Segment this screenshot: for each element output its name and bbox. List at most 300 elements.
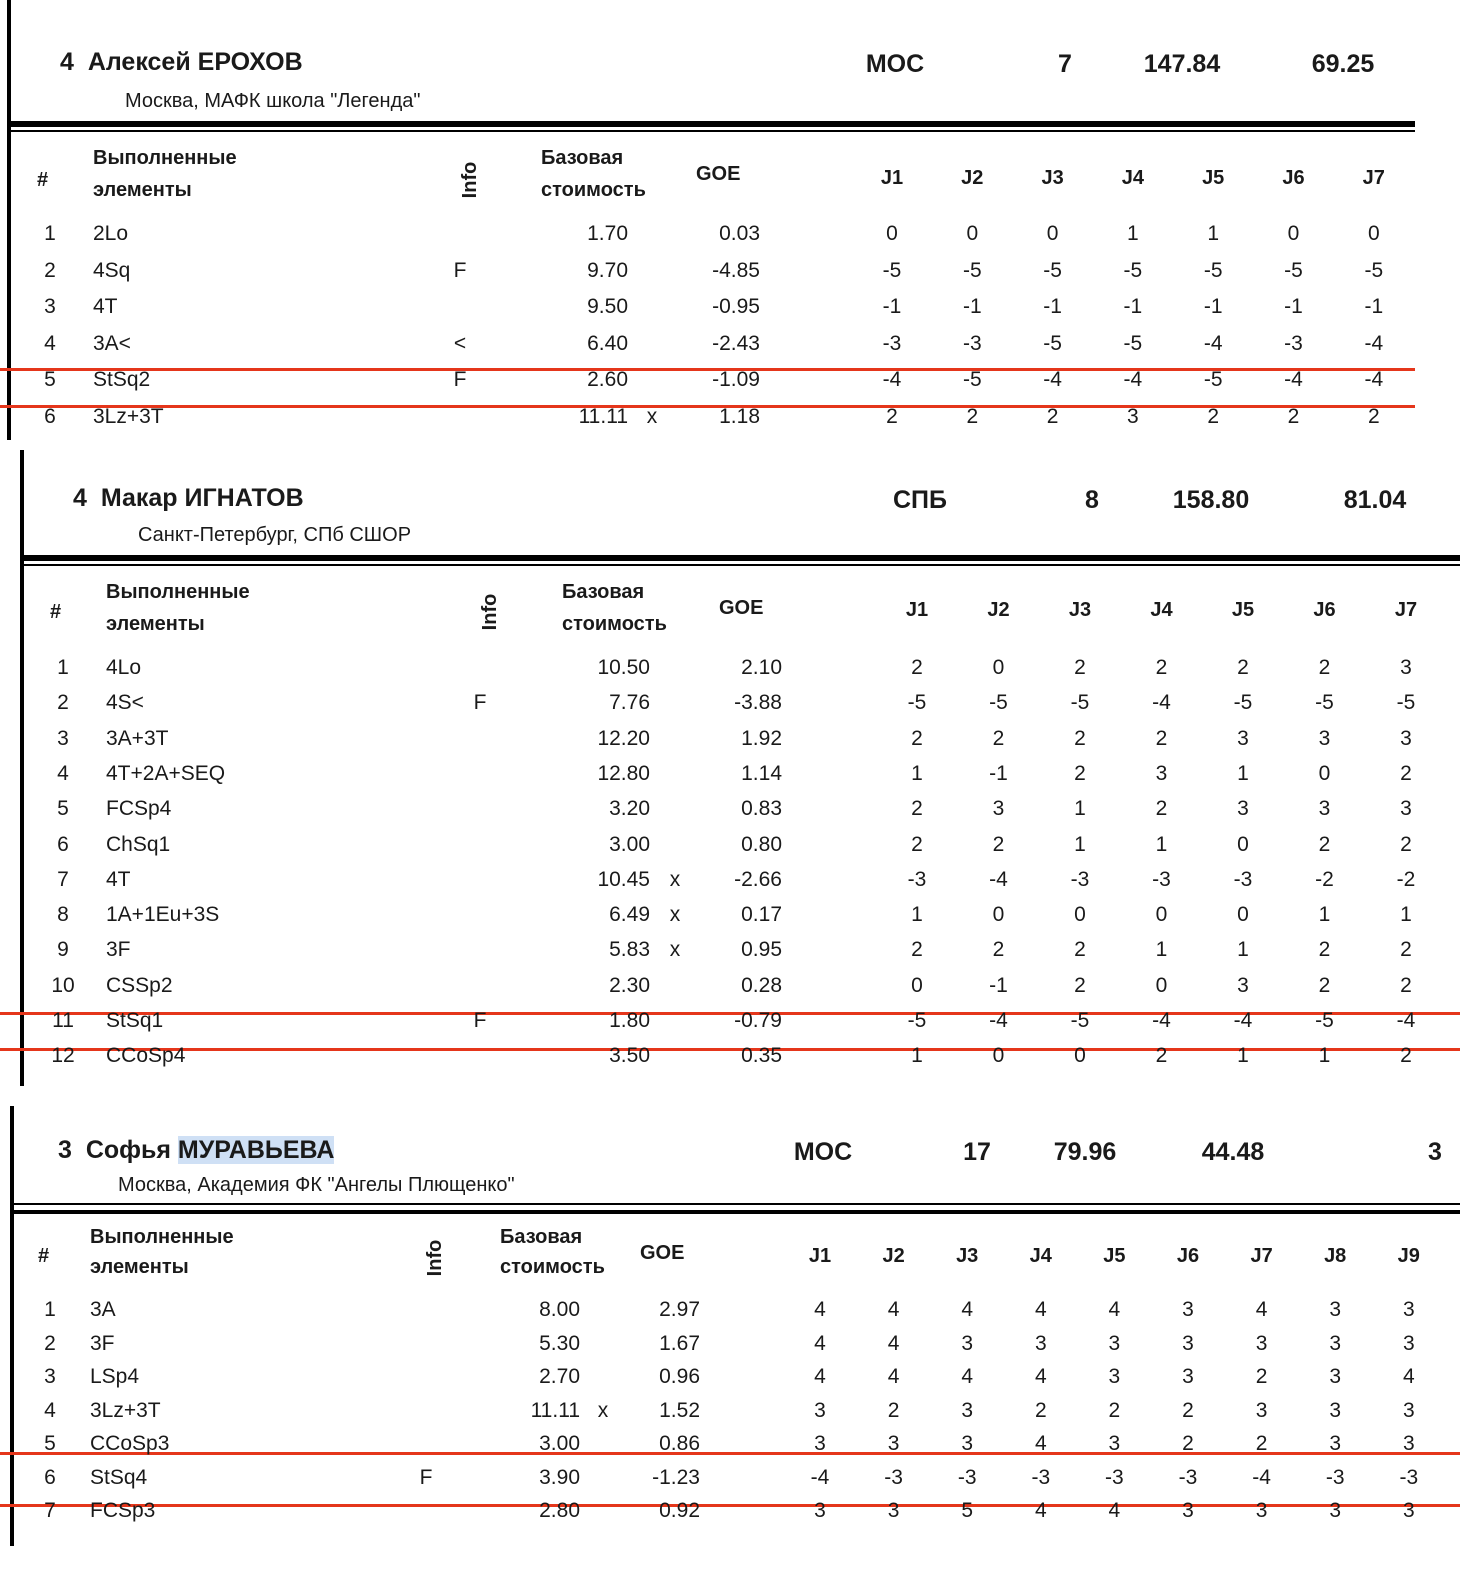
goe-value: 0.17 bbox=[741, 903, 782, 927]
judge-header-j1: J1 bbox=[808, 1245, 832, 1267]
base-value: 6.49 bbox=[609, 903, 650, 927]
row-number: 6 bbox=[44, 404, 56, 428]
skater-total-score: 147.84 bbox=[1143, 50, 1221, 78]
judge-score-j4: 1 bbox=[1155, 938, 1168, 962]
col-num-header: # bbox=[38, 1245, 50, 1267]
col-goe-header: GOE bbox=[696, 163, 741, 185]
skater-start-number: 7 bbox=[1058, 50, 1072, 78]
goe-value: 0.92 bbox=[659, 1499, 700, 1522]
skater-club: Москва, Академия ФК "Ангелы Плющенко" bbox=[118, 1174, 515, 1196]
header-divider bbox=[7, 121, 1415, 127]
row-number: 5 bbox=[44, 368, 56, 391]
judge-header-j2: J2 bbox=[961, 167, 984, 189]
element-code: CSSp2 bbox=[106, 973, 173, 997]
goe-value: 1.18 bbox=[719, 404, 760, 428]
judge-score-j7: -2 bbox=[1396, 867, 1416, 891]
skater-region: МОС bbox=[865, 50, 925, 78]
judge-score-j6: 2 bbox=[1318, 832, 1331, 856]
judge-score-j7: -4 bbox=[1252, 1465, 1271, 1489]
judge-score-j5: -3 bbox=[1233, 867, 1253, 891]
judge-score-j5: 3 bbox=[1237, 973, 1249, 997]
judge-score-j5: -5 bbox=[1203, 368, 1223, 391]
judge-score-j4: -4 bbox=[1123, 368, 1143, 391]
bonus-mark: x bbox=[646, 404, 658, 428]
element-code: 4S< bbox=[106, 691, 144, 715]
judge-score-j7: 3 bbox=[1255, 1331, 1268, 1355]
element-code: 3A bbox=[90, 1298, 116, 1321]
base-value: 11.11 bbox=[530, 1398, 580, 1422]
judge-score-j2: -4 bbox=[989, 1009, 1008, 1032]
judge-score-j2: 4 bbox=[887, 1298, 900, 1321]
judge-score-j5: 2 bbox=[1108, 1398, 1121, 1422]
table-row bbox=[0, 938, 1460, 974]
table-row bbox=[0, 222, 1460, 258]
judge-score-j7: 2 bbox=[1400, 761, 1412, 785]
row-number: 2 bbox=[44, 258, 56, 282]
judge-score-j1: 1 bbox=[911, 761, 923, 785]
judge-score-j6: 1 bbox=[1318, 903, 1331, 927]
judge-score-j9: -3 bbox=[1399, 1465, 1419, 1489]
row-number: 4 bbox=[57, 761, 69, 785]
table-row bbox=[0, 727, 1460, 763]
table-row bbox=[0, 1332, 1460, 1368]
judge-score-j3: 2 bbox=[1074, 761, 1086, 785]
table-row bbox=[0, 1466, 1460, 1502]
col-goe-header: GOE bbox=[640, 1242, 685, 1264]
judge-score-j2: -5 bbox=[962, 258, 982, 282]
header-divider bbox=[10, 1210, 1460, 1214]
judge-score-j5: 3 bbox=[1108, 1365, 1121, 1388]
goe-value: 1.92 bbox=[741, 726, 782, 750]
element-code: 3A< bbox=[93, 331, 131, 355]
judge-score-j4: -1 bbox=[1123, 295, 1143, 318]
table-row bbox=[0, 762, 1460, 798]
skater-start-number: 8 bbox=[1085, 486, 1099, 514]
base-value: 3.50 bbox=[609, 1044, 650, 1068]
judge-score-j3: 0 bbox=[1046, 222, 1059, 245]
judge-header-j6: J6 bbox=[1282, 167, 1305, 189]
col-elements-header-1: Выполненные bbox=[90, 1226, 234, 1248]
judge-score-j9: 3 bbox=[1402, 1398, 1415, 1422]
judge-score-j4: 4 bbox=[1034, 1499, 1047, 1522]
table-row bbox=[0, 1009, 1460, 1045]
skater-first-name: Алексей bbox=[87, 48, 191, 76]
skater-total-score: 79.96 bbox=[1053, 1138, 1117, 1166]
judge-score-j3: 3 bbox=[961, 1331, 974, 1355]
judge-score-j6: 2 bbox=[1318, 656, 1331, 679]
base-value: 3.90 bbox=[539, 1465, 580, 1489]
table-row bbox=[0, 368, 1460, 404]
judge-score-j6: 2 bbox=[1182, 1432, 1194, 1455]
base-value: 5.30 bbox=[539, 1331, 580, 1355]
judge-score-j4: -4 bbox=[1152, 691, 1171, 715]
judge-score-j4: 2 bbox=[1034, 1398, 1047, 1422]
judge-score-j3: -3 bbox=[957, 1465, 977, 1489]
judge-score-j9: 3 bbox=[1402, 1499, 1415, 1522]
judge-score-j5: 1 bbox=[1207, 222, 1220, 245]
table-row bbox=[0, 903, 1460, 939]
judge-score-j2: 0 bbox=[966, 222, 979, 245]
element-code: 4Sq bbox=[93, 258, 131, 282]
judge-score-j6: 3 bbox=[1318, 797, 1331, 821]
judge-score-j7: 3 bbox=[1255, 1398, 1268, 1422]
col-elements-header-1: Выполненные bbox=[106, 581, 250, 603]
judge-score-j2: 3 bbox=[992, 797, 1005, 821]
judge-score-j3: 0 bbox=[1074, 1044, 1086, 1068]
header-divider-thin bbox=[10, 1203, 1460, 1205]
table-row bbox=[0, 295, 1460, 331]
judge-score-j5: 3 bbox=[1108, 1432, 1121, 1455]
goe-value: -1.09 bbox=[712, 368, 760, 391]
judge-score-j7: 2 bbox=[1400, 973, 1412, 997]
goe-value: 2.97 bbox=[659, 1298, 700, 1321]
judge-score-j1: 2 bbox=[911, 938, 923, 962]
judge-score-j8: 3 bbox=[1329, 1432, 1342, 1455]
goe-value: -4.85 bbox=[712, 258, 760, 282]
element-code: 3F bbox=[106, 938, 131, 962]
judge-score-j5: 3 bbox=[1108, 1331, 1121, 1355]
col-goe-header: GOE bbox=[719, 597, 764, 619]
judge-score-j7: 3 bbox=[1255, 1499, 1268, 1522]
row-number: 7 bbox=[44, 1499, 56, 1522]
judge-score-j3: 3 bbox=[961, 1398, 974, 1422]
judge-score-j3: 2 bbox=[1074, 938, 1086, 962]
judge-score-j5: -4 bbox=[1203, 331, 1223, 355]
skater-start-number: 17 bbox=[963, 1138, 991, 1166]
judge-score-j2: 3 bbox=[887, 1499, 900, 1522]
goe-value: 0.03 bbox=[719, 222, 760, 245]
judge-score-j7: 3 bbox=[1400, 797, 1412, 821]
judge-score-j4: 0 bbox=[1155, 903, 1168, 927]
judge-score-j1: -5 bbox=[882, 258, 902, 282]
judge-score-j1: -4 bbox=[882, 368, 902, 391]
bonus-mark: x bbox=[597, 1398, 609, 1422]
judge-score-j3: -5 bbox=[1070, 1009, 1090, 1032]
element-code: CCoSp4 bbox=[106, 1044, 186, 1068]
judge-score-j4: 1 bbox=[1127, 222, 1139, 245]
row-number: 6 bbox=[44, 1465, 56, 1489]
base-value: 7.76 bbox=[609, 691, 650, 715]
judge-header-j8: J8 bbox=[1324, 1245, 1347, 1267]
judge-score-j6: 3 bbox=[1182, 1331, 1194, 1355]
judge-score-j6: -1 bbox=[1284, 295, 1303, 318]
skater-panel-3 bbox=[0, 1106, 1460, 1580]
row-number: 12 bbox=[51, 1044, 75, 1068]
judge-score-j6: -3 bbox=[1178, 1465, 1198, 1489]
judge-score-j5: 2 bbox=[1207, 404, 1220, 428]
goe-value: 2.10 bbox=[741, 656, 782, 679]
judge-score-j3: 1 bbox=[1074, 797, 1086, 821]
judge-score-j9: 3 bbox=[1402, 1298, 1415, 1321]
judge-score-j4: 2 bbox=[1155, 1044, 1168, 1068]
judge-score-j7: 3 bbox=[1400, 656, 1412, 679]
skater-rank: 4 bbox=[60, 48, 74, 76]
table-row bbox=[0, 691, 1460, 727]
judge-header-j6: J6 bbox=[1313, 599, 1336, 621]
table-row bbox=[0, 259, 1460, 295]
judge-score-j6: 2 bbox=[1182, 1398, 1194, 1422]
judge-score-j7: -5 bbox=[1364, 258, 1384, 282]
row-number: 5 bbox=[57, 797, 69, 821]
judge-score-j5: -3 bbox=[1105, 1465, 1124, 1489]
base-value: 3.00 bbox=[609, 832, 650, 856]
judge-score-j1: -3 bbox=[882, 331, 902, 355]
base-value: 9.50 bbox=[587, 295, 628, 318]
judge-score-j4: -5 bbox=[1123, 258, 1143, 282]
judge-score-j7: 3 bbox=[1400, 726, 1412, 750]
col-base-header-2: стоимость bbox=[500, 1256, 605, 1278]
skater-last-name[interactable]: МУРАВЬЕВА bbox=[177, 1136, 335, 1164]
judge-header-j7: J7 bbox=[1362, 167, 1385, 189]
row-number: 9 bbox=[57, 938, 69, 962]
judge-header-j3: J3 bbox=[1068, 599, 1092, 621]
judge-score-j1: 3 bbox=[814, 1398, 826, 1422]
row-number: 8 bbox=[57, 903, 69, 927]
judge-header-j1: J1 bbox=[880, 167, 904, 189]
base-value: 2.70 bbox=[539, 1365, 580, 1388]
judge-score-j3: 2 bbox=[1046, 404, 1059, 428]
element-code: 2Lo bbox=[93, 222, 129, 245]
skater-last-name: ЕРОХОВ bbox=[197, 48, 303, 76]
judge-header-j4: J4 bbox=[1029, 1245, 1052, 1267]
table-row bbox=[0, 797, 1460, 833]
col-base-header-2: стоимость bbox=[562, 613, 667, 635]
row-number: 2 bbox=[57, 691, 69, 715]
element-code: StSq1 bbox=[106, 1009, 164, 1032]
row-number: 1 bbox=[57, 656, 69, 679]
skater-panel-1 bbox=[0, 0, 1460, 440]
judge-score-j3: 4 bbox=[961, 1298, 974, 1321]
row-number: 3 bbox=[44, 295, 56, 318]
goe-value: -3.88 bbox=[734, 691, 782, 715]
judge-header-j7: J7 bbox=[1250, 1245, 1273, 1267]
judge-score-j2: -1 bbox=[962, 295, 982, 318]
judge-score-j7: 1 bbox=[1400, 903, 1412, 927]
row-number: 3 bbox=[44, 1365, 56, 1388]
judge-score-j1: 0 bbox=[911, 973, 923, 997]
judge-score-j6: 2 bbox=[1318, 973, 1331, 997]
element-info: F bbox=[473, 1009, 487, 1032]
judge-score-j2: 4 bbox=[887, 1365, 900, 1388]
judge-header-j1: J1 bbox=[905, 599, 929, 621]
col-num-header: # bbox=[37, 169, 49, 191]
base-value: 12.20 bbox=[597, 726, 650, 750]
skater-total-score: 158.80 bbox=[1172, 486, 1250, 514]
table-row bbox=[0, 1499, 1460, 1535]
base-value: 2.30 bbox=[609, 973, 650, 997]
judge-score-j2: 0 bbox=[992, 1044, 1005, 1068]
element-code: ChSq1 bbox=[106, 832, 171, 856]
judge-score-j1: -4 bbox=[810, 1465, 830, 1489]
element-info: F bbox=[473, 691, 487, 715]
col-base-header-1: Базовая bbox=[541, 147, 624, 169]
element-code: 3Lz+3T bbox=[90, 1398, 161, 1422]
element-code: LSp4 bbox=[90, 1365, 140, 1388]
goe-value: -2.66 bbox=[734, 867, 782, 891]
table-row bbox=[0, 656, 1460, 692]
judge-score-j9: 4 bbox=[1402, 1365, 1415, 1388]
judge-score-j2: 2 bbox=[992, 832, 1005, 856]
judge-header-j5: J5 bbox=[1103, 1245, 1126, 1267]
judge-score-j4: 2 bbox=[1155, 726, 1168, 750]
goe-value: 0.95 bbox=[741, 938, 782, 962]
judge-score-j6: 0 bbox=[1287, 222, 1300, 245]
judge-header-j2: J2 bbox=[987, 599, 1010, 621]
judge-score-j7: -4 bbox=[1396, 1009, 1416, 1032]
row-number: 5 bbox=[44, 1432, 56, 1455]
judge-score-j4: -4 bbox=[1152, 1009, 1171, 1032]
goe-value: 1.67 bbox=[659, 1331, 700, 1355]
judge-score-j6: -5 bbox=[1315, 691, 1334, 715]
table-row bbox=[0, 1365, 1460, 1401]
col-info-header: Info bbox=[424, 1239, 446, 1277]
table-row bbox=[0, 1399, 1460, 1435]
judge-score-j5: 3 bbox=[1237, 726, 1249, 750]
judge-header-j5: J5 bbox=[1202, 167, 1225, 189]
judge-score-j1: 2 bbox=[911, 797, 923, 821]
judge-score-j6: 2 bbox=[1318, 938, 1331, 962]
element-code: 4T bbox=[106, 867, 131, 891]
skater-region: МОС bbox=[793, 1138, 853, 1166]
judge-score-j1: 3 bbox=[814, 1499, 826, 1522]
header-divider bbox=[20, 555, 1460, 561]
judge-score-j5: -5 bbox=[1203, 258, 1223, 282]
element-code: 1A+1Eu+3S bbox=[106, 903, 220, 927]
judge-score-j7: 2 bbox=[1400, 1044, 1412, 1068]
element-info: F bbox=[419, 1465, 433, 1489]
judge-score-j8: -3 bbox=[1325, 1465, 1345, 1489]
judge-score-j2: -3 bbox=[962, 331, 982, 355]
skater-first-name: Макар bbox=[100, 484, 178, 512]
goe-value: 0.35 bbox=[741, 1044, 782, 1068]
element-info: < bbox=[453, 331, 467, 355]
base-value: 10.45 bbox=[597, 867, 650, 891]
row-number: 3 bbox=[57, 726, 69, 750]
goe-value: 1.52 bbox=[659, 1398, 700, 1422]
base-value: 1.80 bbox=[609, 1009, 650, 1032]
row-number: 6 bbox=[57, 832, 69, 856]
judge-score-j5: 0 bbox=[1237, 903, 1249, 927]
element-code: StSq4 bbox=[90, 1465, 148, 1489]
judge-score-j6: 3 bbox=[1318, 726, 1331, 750]
goe-value: 1.14 bbox=[741, 761, 782, 785]
judge-score-j5: 0 bbox=[1237, 832, 1249, 856]
skater-panel-2 bbox=[0, 450, 1460, 1090]
base-value: 3.00 bbox=[539, 1432, 580, 1455]
judge-score-j1: 1 bbox=[911, 903, 923, 927]
table-row bbox=[0, 1432, 1460, 1468]
judge-score-j7: -4 bbox=[1364, 331, 1384, 355]
judge-score-j7: -5 bbox=[1396, 691, 1416, 715]
col-elements-header-2: элементы bbox=[106, 613, 205, 635]
judge-score-j8: 3 bbox=[1329, 1298, 1342, 1321]
element-code: 4T+2A+SEQ bbox=[106, 761, 226, 785]
judge-score-j3: 4 bbox=[961, 1365, 974, 1388]
judge-score-j1: 3 bbox=[814, 1432, 826, 1455]
table-row bbox=[0, 1298, 1460, 1334]
row-number: 7 bbox=[57, 867, 69, 891]
skater-trailing-value: 3 bbox=[1428, 1138, 1442, 1166]
skater-name bbox=[60, 48, 303, 77]
goe-value: 0.28 bbox=[741, 973, 782, 997]
judge-score-j8: 3 bbox=[1329, 1499, 1342, 1522]
element-info: F bbox=[453, 368, 467, 391]
goe-value: -0.95 bbox=[712, 295, 760, 318]
header-divider-thin bbox=[20, 564, 1460, 566]
judge-score-j1: -5 bbox=[907, 691, 927, 715]
table-row bbox=[0, 405, 1460, 441]
judge-score-j8: 3 bbox=[1329, 1331, 1342, 1355]
judge-score-j5: 1 bbox=[1237, 761, 1249, 785]
judge-score-j1: 2 bbox=[911, 832, 923, 856]
skater-first-name: Софья bbox=[85, 1136, 171, 1164]
judge-score-j8: 3 bbox=[1329, 1365, 1342, 1388]
judge-score-j4: 4 bbox=[1034, 1365, 1047, 1388]
goe-value: 0.96 bbox=[659, 1365, 700, 1388]
judge-score-j2: -4 bbox=[989, 867, 1008, 891]
judge-header-j2: J2 bbox=[882, 1245, 905, 1267]
element-code: FCSp4 bbox=[106, 797, 172, 821]
judge-header-j5: J5 bbox=[1231, 599, 1255, 621]
judge-score-j7: 4 bbox=[1255, 1298, 1268, 1321]
judge-header-j6: J6 bbox=[1176, 1245, 1200, 1267]
judge-score-j6: -4 bbox=[1284, 368, 1303, 391]
judge-score-j9: 3 bbox=[1402, 1432, 1415, 1455]
judge-header-j4: J4 bbox=[1121, 167, 1145, 189]
judge-score-j3: 0 bbox=[1074, 903, 1086, 927]
element-code: 4T bbox=[93, 295, 118, 318]
judge-score-j6: 2 bbox=[1287, 404, 1300, 428]
row-number: 1 bbox=[44, 1298, 56, 1321]
judge-score-j3: 1 bbox=[1074, 832, 1086, 856]
judge-score-j1: 1 bbox=[911, 1044, 923, 1068]
element-code: 4Lo bbox=[106, 656, 142, 679]
col-base-header-1: Базовая bbox=[500, 1226, 583, 1248]
goe-value: 0.83 bbox=[741, 797, 782, 821]
judge-score-j2: 2 bbox=[966, 404, 979, 428]
row-number: 4 bbox=[44, 1398, 56, 1422]
judge-score-j5: -4 bbox=[1233, 1009, 1253, 1032]
goe-value: -2.43 bbox=[712, 331, 760, 355]
judge-score-j2: -1 bbox=[989, 973, 1008, 997]
judge-score-j3: -5 bbox=[1043, 258, 1062, 282]
judge-score-j6: -5 bbox=[1315, 1009, 1334, 1032]
judge-score-j2: -5 bbox=[989, 691, 1008, 715]
element-code: CCoSp3 bbox=[90, 1432, 170, 1455]
judge-score-j6: -5 bbox=[1284, 258, 1303, 282]
base-value: 11.11 bbox=[578, 404, 628, 428]
base-value: 9.70 bbox=[587, 258, 628, 282]
judge-score-j5: 3 bbox=[1237, 797, 1249, 821]
judge-score-j2: 2 bbox=[887, 1398, 900, 1422]
skater-element-score: 69.25 bbox=[1311, 50, 1375, 78]
col-base-header-1: Базовая bbox=[562, 581, 645, 603]
bonus-mark: x bbox=[669, 867, 681, 891]
judge-score-j4: 0 bbox=[1155, 973, 1168, 997]
judge-header-j7: J7 bbox=[1394, 599, 1418, 621]
col-elements-header-2: элементы bbox=[93, 179, 192, 201]
judge-score-j6: 1 bbox=[1318, 1044, 1331, 1068]
judge-score-j4: 4 bbox=[1034, 1432, 1047, 1455]
judge-score-j7: 2 bbox=[1367, 404, 1380, 428]
judge-score-j3: 5 bbox=[961, 1499, 974, 1522]
judge-score-j3: 2 bbox=[1074, 726, 1086, 750]
table-row bbox=[0, 868, 1460, 904]
judge-score-j6: 3 bbox=[1182, 1499, 1194, 1522]
row-number: 4 bbox=[44, 331, 56, 355]
col-elements-header-1: Выполненные bbox=[93, 147, 237, 169]
goe-value: 0.86 bbox=[659, 1432, 700, 1455]
